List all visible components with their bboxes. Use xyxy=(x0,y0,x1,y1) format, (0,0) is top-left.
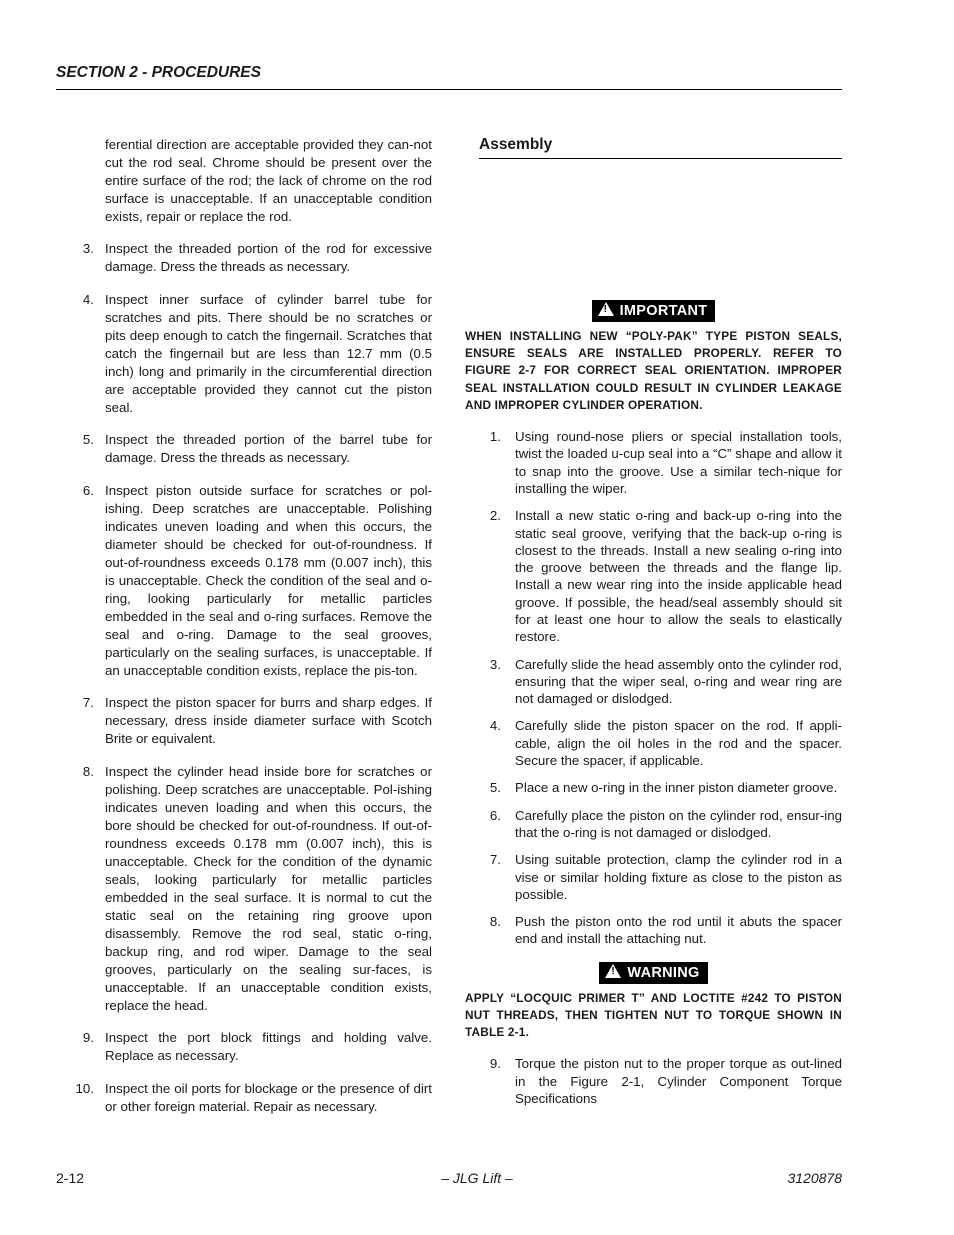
item-number: 10. xyxy=(75,1080,94,1096)
page-number: 2-12 xyxy=(56,1170,85,1186)
item-text: Inspect the threaded portion of the barrel tube for damage. Dress the threads as necessary. xyxy=(105,432,432,465)
item-number: 3. xyxy=(489,656,501,672)
item-text: Carefully slide the head assembly onto the cylinder rod, ensuring that the wiper seal, o-ring and wear ring are not damaged or dislodged. xyxy=(515,656,842,707)
section-header: SECTION 2 - PROCEDURES xyxy=(56,64,261,81)
warning-text: APPLY “LOCQUIC PRIMER T” AND LOCTITE #242 TO PISTON NUT THREADS, THEN TIGHTEN NUT TO TORQUE SHOWN IN TABLE 2-1. xyxy=(465,990,842,1040)
item-text: Inspect the oil ports for blockage or the presence of dirt or other foreign material. Repair as necessary. xyxy=(105,1080,432,1114)
list-item xyxy=(72,1080,432,1116)
document-number: 3120878 xyxy=(787,1170,842,1186)
continuation-paragraph: ferential direction are acceptable provided they can-not cut the rod seal. Chrome should be present over the entire surface of the rod; the lack of chrome on the rod surface is unacceptable. If an unacceptable condition exists, repair or replace the rod. xyxy=(105,137,432,224)
item-text: Inspect inner surface of cylinder barrel tube for scratches and pits. There should be no scratches or pits deep enough to catch the fingernail. Scratches that catch the fingernail but are less than 12.7 mm (0.5 inch) long and primarily in the circumferential direction are acceptable provided they cannot cut the piston seal. xyxy=(105,291,432,415)
assembly-heading: Assembly xyxy=(479,136,842,159)
list-item xyxy=(72,1029,432,1065)
item-number: 7. xyxy=(489,852,501,868)
item-text: Torque the piston nut to the proper torque as out-lined in the Figure 2-1, Cylinder Component Torque Specifications xyxy=(515,1056,842,1106)
item-number: 5. xyxy=(489,780,501,796)
item-text: Using round-nose pliers or special installation tools, twist the loaded u-cup seal into a “C” shape and allow it to snap into the groove. Use a similar tech-nique for installing the wiper. xyxy=(515,429,842,496)
warning-badge-wrap xyxy=(465,962,842,984)
item-text: Push the piston onto the rod until it abuts the spacer end and install the attaching nut. xyxy=(515,914,842,947)
warning-triangle-icon: ! xyxy=(605,964,621,978)
important-text: WHEN INSTALLING NEW “POLY-PAK” TYPE PISTON SEALS, ENSURE SEALS ARE INSTALLED PROPERLY. REFER TO FIGURE 2-7 FOR CORRECT SEAL ORIENTATION. IMPROPER SEAL INSTALLATION COULD RESULT IN CYLINDER LEAKAGE AND IMPROPER CYLINDER OPERATION. xyxy=(465,329,842,412)
list-item xyxy=(72,431,432,467)
item-number: 5. xyxy=(82,432,94,447)
item-number: 6. xyxy=(489,807,501,823)
footer-brand: – JLG Lift – xyxy=(441,1170,513,1186)
header-rule xyxy=(56,89,842,90)
item-number: 4. xyxy=(82,291,94,307)
important-badge xyxy=(592,300,716,322)
important-label: IMPORTANT xyxy=(619,303,708,319)
list-item xyxy=(465,507,842,645)
list-item xyxy=(72,291,432,417)
item-number: 9. xyxy=(82,1030,94,1045)
item-number: 3. xyxy=(82,241,94,256)
item-number: 8. xyxy=(489,914,501,930)
item-text: Inspect the threaded portion of the rod for excessive damage. Dress the threads as necessary. xyxy=(105,241,432,274)
item-text: Inspect the port block fittings and holding valve. Replace as necessary. xyxy=(105,1030,432,1063)
list-item xyxy=(465,807,842,842)
item-text: Carefully slide the piston spacer on the rod. If appli-cable, align the oil holes in the rod and the spacer. Secure the spacer, if applicable. xyxy=(515,718,842,769)
item-number: 4. xyxy=(489,718,501,734)
item-text: Carefully place the piston on the cylinder rod, ensur-ing that the o-ring is not damaged or dislodged. xyxy=(515,807,842,840)
right-column xyxy=(465,136,842,1117)
item-number: 8. xyxy=(82,763,94,779)
list-item xyxy=(465,717,842,769)
list-item xyxy=(465,656,842,708)
item-number: 7. xyxy=(82,695,94,710)
item-text: Inspect piston outside surface for scratches or pol-ishing. Deep scratches are unacceptable. Polishing indicates uneven loading and when this occurs, the diameter should be checked for out-of-roundness. If out-of-roundness exceeds 0.178 mm (0.007 inch), this is unacceptable. Check the condition of the seal and o-ring, looking particularly for metallic particles embedded in the seal and o-ring surfaces. Remove the seal and o-ring. Damage to the seal grooves, particularly on the sealing surfaces, is unacceptable. If an unacceptable condition exists, replace the pis-ton. xyxy=(105,482,432,678)
list-item xyxy=(465,1055,842,1107)
inspection-list xyxy=(72,240,432,1116)
list-item xyxy=(72,694,432,748)
list-item xyxy=(465,851,842,903)
important-badge-wrap xyxy=(465,300,842,322)
item-number: 9. xyxy=(489,1056,501,1072)
assembly-list xyxy=(465,428,842,948)
list-item xyxy=(72,482,432,680)
item-text: Inspect the cylinder head inside bore for scratches or polishing. Deep scratches are unacceptable. Pol-ishing indicates uneven loading and when this occurs, the bore should be checked for out-of-roundness. If out-of-roundness exceeds 0.178 mm (0.007 inch), this is unacceptable. Check for the condition of the dynamic seals, looking particularly for metallic particles embedded in the seal surface. It is normal to cut the static seal on the retaining ring groove upon disassembly. Remove the rod seal, static o-ring, backup ring, and rod wiper. Damage to the seal grooves, particularly on the sealing sur-faces, is unacceptable. If an unacceptable condition exists, replace the head. xyxy=(105,763,432,1013)
warning-triangle-icon: ! xyxy=(598,302,614,316)
list-item xyxy=(465,428,842,497)
list-item xyxy=(465,779,842,796)
warning-badge xyxy=(599,962,707,984)
list-item xyxy=(465,913,842,948)
item-text: Using suitable protection, clamp the cylinder rod in a vise or similar holding fixture as close to the piston as possible. xyxy=(515,852,842,902)
item-number: 1. xyxy=(489,429,501,445)
item-text: Place a new o-ring in the inner piston diameter groove. xyxy=(515,780,838,796)
left-column xyxy=(72,136,432,1130)
list-item xyxy=(72,240,432,276)
item-text: Inspect the piston spacer for burrs and sharp edges. If necessary, dress inside diameter surface with Scotch Brite or equivalent. xyxy=(105,695,432,746)
item-text: Install a new static o-ring and back-up o-ring into the static seal groove, verifying that the back-up o-ring is closest to the threads. Install a new sealing o-ring into the groove between the threads and the flange lip. Install a new wear ring into the inside applicable head groove. If possible, the head/seal assembly should sit for at least one hour to allow the seals to elastically restore. xyxy=(515,508,842,645)
blank-space xyxy=(465,159,842,300)
item-number: 2. xyxy=(489,508,501,524)
warning-label: WARNING xyxy=(627,964,700,981)
list-item xyxy=(72,763,432,1015)
item-number: 6. xyxy=(82,482,94,498)
